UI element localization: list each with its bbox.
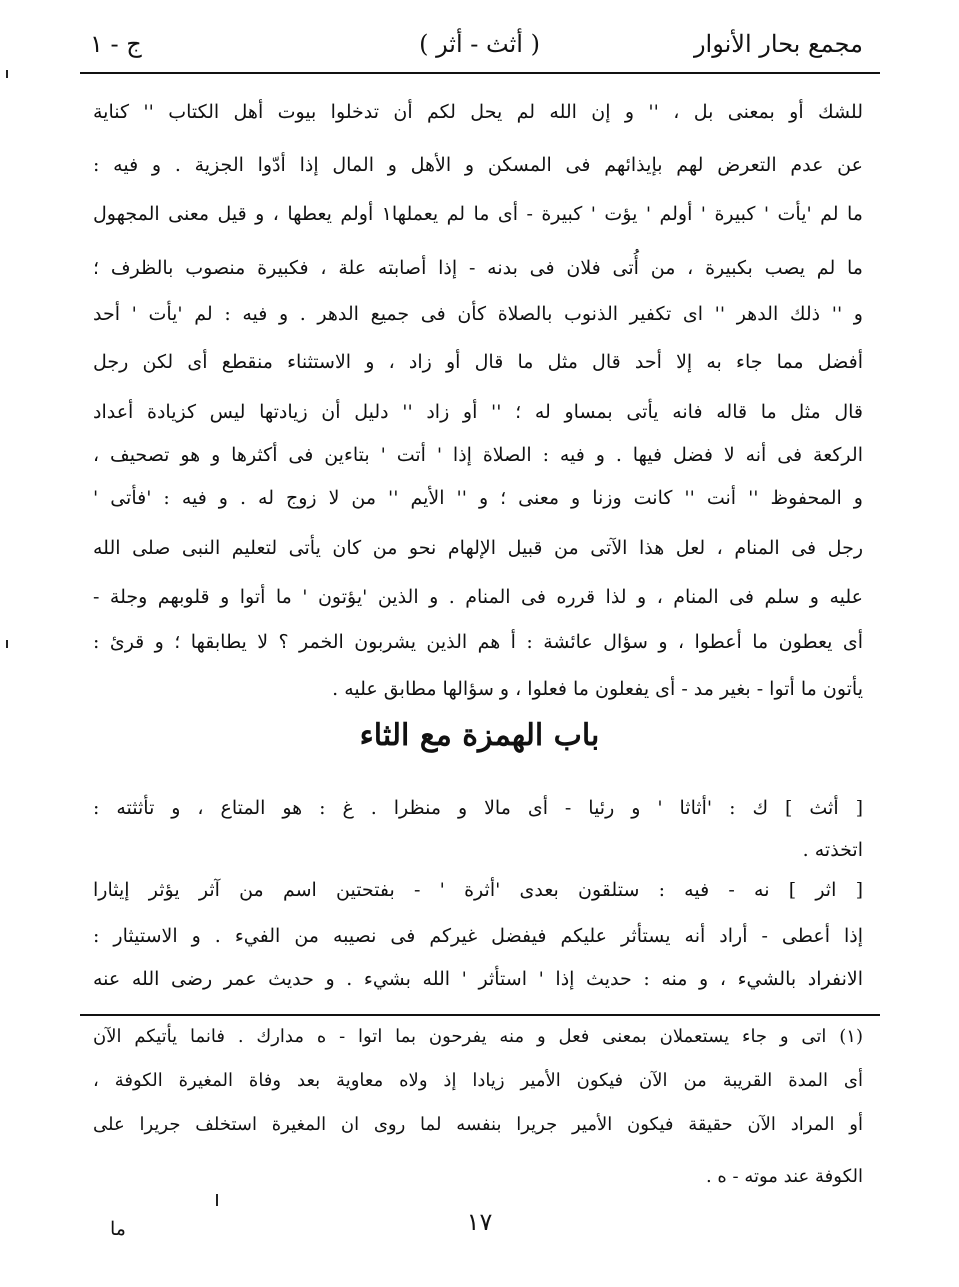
scan-margin-mark xyxy=(6,640,8,648)
scan-speck xyxy=(216,1194,218,1206)
body-line: الركعة فى أنه لا فضل فيها . و فيه : الصلاة إذا ' أتت ' بتاءين فى أكثرها و هو تصحيف ، xyxy=(93,444,863,466)
body-line: يأتون ما أتوا - بغير مد - أى يفعلون ما فعلوا ، و سؤالها مطابق عليه . xyxy=(332,678,863,700)
footnote-line: (١) اتى و جاء يستعملان بمعنى فعل و منه يفرحون بما اتوا - ه مدارك . فانما يأتيكم الآن xyxy=(93,1026,863,1047)
body-line: أفضل مما جاء به إلا أحد قال مثل ما قال أو زاد ، و الاستثناء منقطع أى لكن رجل xyxy=(93,351,863,373)
page-number: ١٧ xyxy=(466,1208,493,1236)
body-line: عليه و سلم فى المنام ، و لذا قرره فى المنام . و الذين 'يؤتون ' ما أتوا و قلوبهم وجلة - xyxy=(93,586,863,608)
footnote-rule xyxy=(80,1014,880,1016)
body-line: قال مثل ما قاله فانه يأتى بمساو له ؛ '' أو زاد '' دليل أن زيادتها ليس كزيادة أعداد xyxy=(93,401,863,423)
footnote-line: الكوفة عند موته - ه . xyxy=(705,1166,863,1187)
running-head-title: مجمع بحار الأنوار xyxy=(693,30,863,58)
body-line: و '' ذلك الدهر '' اى تكفير الذنوب بالصلاة كأن فى جميع الدهر . و فيه : لم 'يأت ' أحد xyxy=(93,303,863,325)
volume-label: ج - ١ xyxy=(90,30,142,58)
entry-line: إذا أعطى - أراد أنه يستأثر عليكم فيفضل غيركم فى نصيبه من الفيء . و الاستيثار : xyxy=(93,925,863,947)
body-line: و المحفوظ '' أنت '' كانت وزنا و معنى ؛ و '' الأيم '' من لا زوج له . و فيه : 'فأتى ' xyxy=(93,487,863,509)
body-line: ما لم 'يأت ' كبيرة ' أولم ' يؤت ' كبيرة - أى ما لم يعملها١ أولم يعطها ، و قيل معنى المجهول xyxy=(93,203,863,225)
entry-line: [ اثر ] نه - فيه : ستلقون بعدى 'أثرة ' - بفتحتين اسم من آثر يؤثر إيثارا xyxy=(93,879,863,901)
footnote-line: أو المراد الآن حقيقة فيكون الأمير جريرا بنفسه لما روى ان المغيرة استخلف جريرا على xyxy=(93,1114,863,1135)
running-head-entries: ( أثث - أثر ) xyxy=(419,30,540,58)
catchword: ما xyxy=(110,1218,126,1240)
section-heading: باب الهمزة مع الثاء xyxy=(359,718,600,753)
entry-line: الانفراد بالشيء ، و منه : حديث إذا ' استأثر ' الله بشيء . و حديث عمر رضى الله عنه xyxy=(93,968,863,990)
scan-margin-mark xyxy=(6,70,8,78)
entry-line: اتخذته . xyxy=(802,839,863,861)
body-line: رجل فى المنام ، لعل هذا الآتى من قبيل الإلهام نحو من كان يأتى لتعليم النبى صلى الله xyxy=(93,537,863,559)
body-line: ما لم يصب بكبيرة ، من أُتى فلان فى بدنه - إذا أصابته علة ، فكبيرة منصوب بالظرف ؛ xyxy=(93,257,863,279)
body-line: للشك أو بمعنى بل ، '' و إن الله لم يحل لكم أن تدخلوا بيوت أهل الكتاب '' كناية xyxy=(93,101,863,123)
entry-line: [ أثث ] ك : 'أثاثا ' و رئيا - أى مالا و منظرا . غ : هو المتاع ، و تأثثته : xyxy=(93,797,863,819)
footnote-line: أى المدة القريبة من الآن فيكون الأمير زيادا إذ ولاه معاوية بعد وفاة المغيرة الكوفة ، xyxy=(93,1070,863,1091)
header-rule xyxy=(80,72,880,74)
body-line: عن عدم التعرض لهم بإيذائهم فى المسكن و الأهل و المال إذا أدّوا الجزية . و فيه : xyxy=(93,154,863,176)
body-line: أى يعطون ما أعطوا ، و سؤال عائشة : أ هم الذين يشربون الخمر ؟ لا يطابقها ؛ و قرئ : xyxy=(93,631,863,653)
